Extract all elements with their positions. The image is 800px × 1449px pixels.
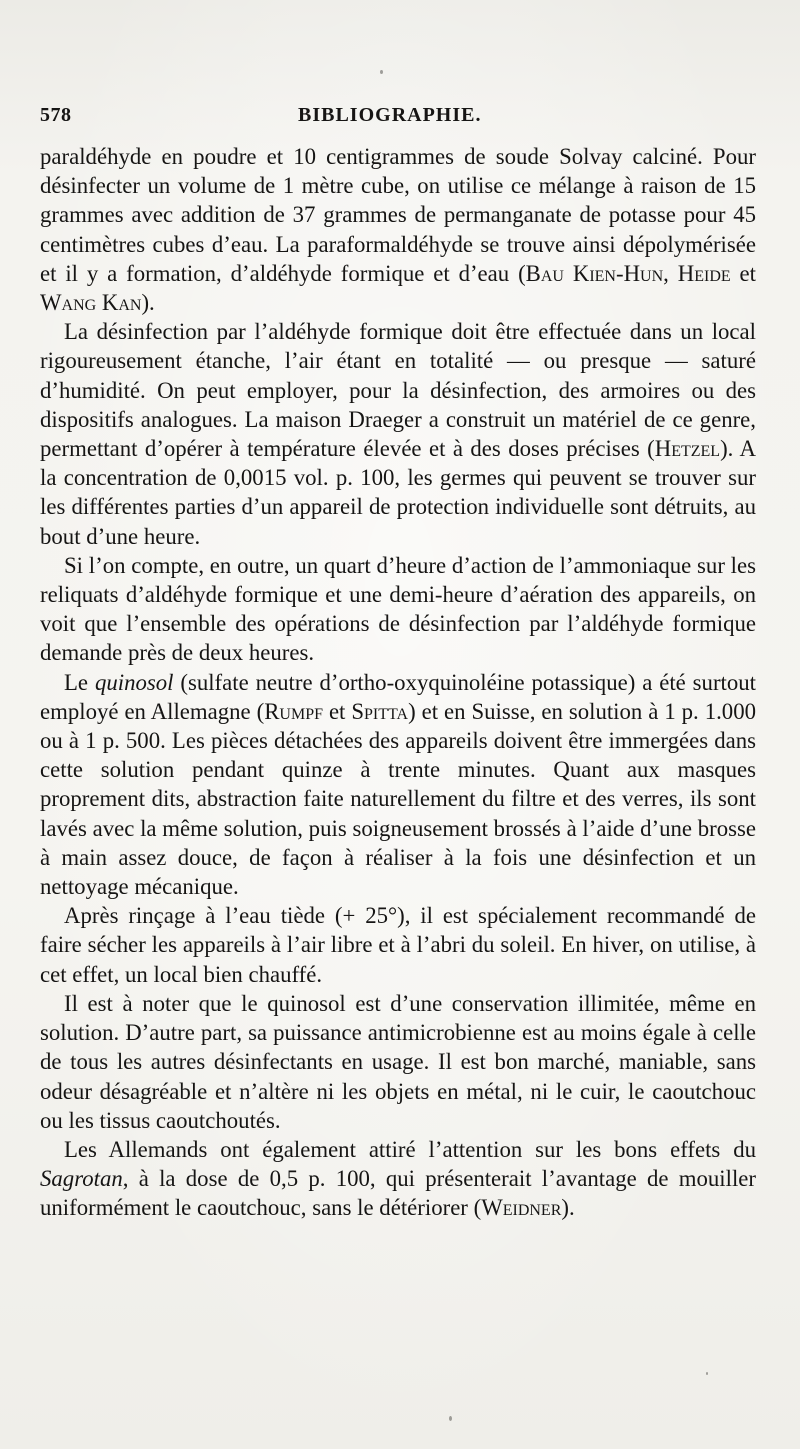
paragraph [40, 1135, 756, 1223]
paragraph [40, 317, 756, 551]
text-run: La désinfection par l’aldéhyde formique doit être effectuée dans un local rigoureusement étanche, l’air étant en totalité — ou presque — saturé d’humidité. On peut employer, pour la désinfection, des armoires ou des dispositifs analogues. La maison Draeger a construit un matériel de ce genre, permettant d’opérer à température élevée et à des doses précises ( [40, 319, 756, 462]
paragraph [40, 668, 756, 902]
emphasis-term: Sagrotan [40, 1166, 123, 1192]
text-run: , [663, 260, 678, 286]
text-run: Le [64, 669, 95, 695]
text-run: paraldéhyde en poudre et 10 centigrammes de soude Solvay calciné. Pour désinfecter un volume de 1 mètre cube, on utilise ce mélange à raison de 15 grammes avec addition de 37 grammes de permanganate de potasse pour 45 centimètres cubes d’eau. La paraformaldéhyde se trouve ainsi dépolymérisée et il y a formation, d’aldéhyde formique et d’eau ( [40, 144, 756, 286]
text-run: Il est à noter que le quinosol est d’une conservation illimitée, même en solution. D’autre part, sa puissance antimicrobienne est au moins égale à celle de tous les autres désinfectants en usage. Il est bon marché, maniable, sans odeur désagréable et n’altère ni les objets en métal, ni le cuir, le caoutchouc ou les tissus caoutchoutés. [40, 990, 756, 1133]
author-name: Heide [677, 260, 731, 286]
text-run: , à la dose de 0,5 p. 100, qui présenterait l’avantage de mouiller uniformément le caoutchouc, sans le détériorer ( [40, 1166, 756, 1221]
author-name: Rumpf [264, 698, 323, 724]
page-header [40, 104, 760, 134]
page-number: 578 [40, 104, 72, 126]
running-head: BIBLIOGRAPHIE. [298, 104, 482, 126]
author-name: Weidner [481, 1195, 562, 1221]
paragraph [40, 989, 756, 1135]
text-run: et [323, 698, 352, 724]
text-run: Si l’on compte, en outre, un quart d’heure d’action de l’ammoniaque sur les reliquats d’aldéhyde formique et une demi-heure d’aération des appareils, on voit que l’ensemble des opérations de désinfection par l’aldéhyde formique demande près de deux heures. [40, 552, 756, 666]
print-speck [706, 1372, 708, 1375]
paragraph [40, 901, 756, 989]
print-speck [449, 1416, 452, 1421]
print-speck [380, 70, 383, 74]
author-name: Spitta [351, 698, 409, 724]
emphasis-term: quinosol [94, 669, 174, 695]
text-run: ). [141, 290, 155, 316]
paragraph [40, 142, 756, 317]
body-text [40, 142, 756, 1223]
author-name: Bau Kien-Hun [525, 260, 664, 286]
text-run: Après rinçage à l’eau tiède (+ 25°), il est spécialement recommandé de faire sécher les appareils à l’air libre et à l’abri du soleil. En hiver, on utilise, à cet effet, un local bien chauffé. [40, 903, 756, 987]
author-name: Hetzel [654, 436, 721, 462]
text-run: ) et en Suisse, en solution à 1 p. 1.000 ou à 1 p. 500. Les pièces détachées des appareils doivent être immergées dans cette solution pendant quinze à trente minutes. Quant aux masques proprement dits, abstraction faite naturellement du filtre et des verres, ils sont lavés avec la même solution, puis soigneusement brossés à l’aide d’une brosse à main assez douce, de façon à réaliser à la fois une désinfection et un nettoyage mécanique. [40, 698, 756, 900]
author-name: Wang Kan [40, 290, 142, 316]
text-run: ). [561, 1195, 575, 1221]
text-run: et [730, 260, 756, 286]
paragraph [40, 551, 756, 668]
text-run: Les Allemands ont également attiré l’attention sur les bons effets du [64, 1136, 756, 1162]
text-run: ). A la concentration de 0,0015 vol. p. 100, les germes qui peuvent se trouver sur les différentes parties d’un appareil de protection individuelle sont détruits, au bout d’une heure. [40, 436, 756, 549]
text-run: (sulfate neutre d’ortho-oxyquinoléine potassique) a été surtout employé en Allemagne ( [40, 669, 756, 724]
